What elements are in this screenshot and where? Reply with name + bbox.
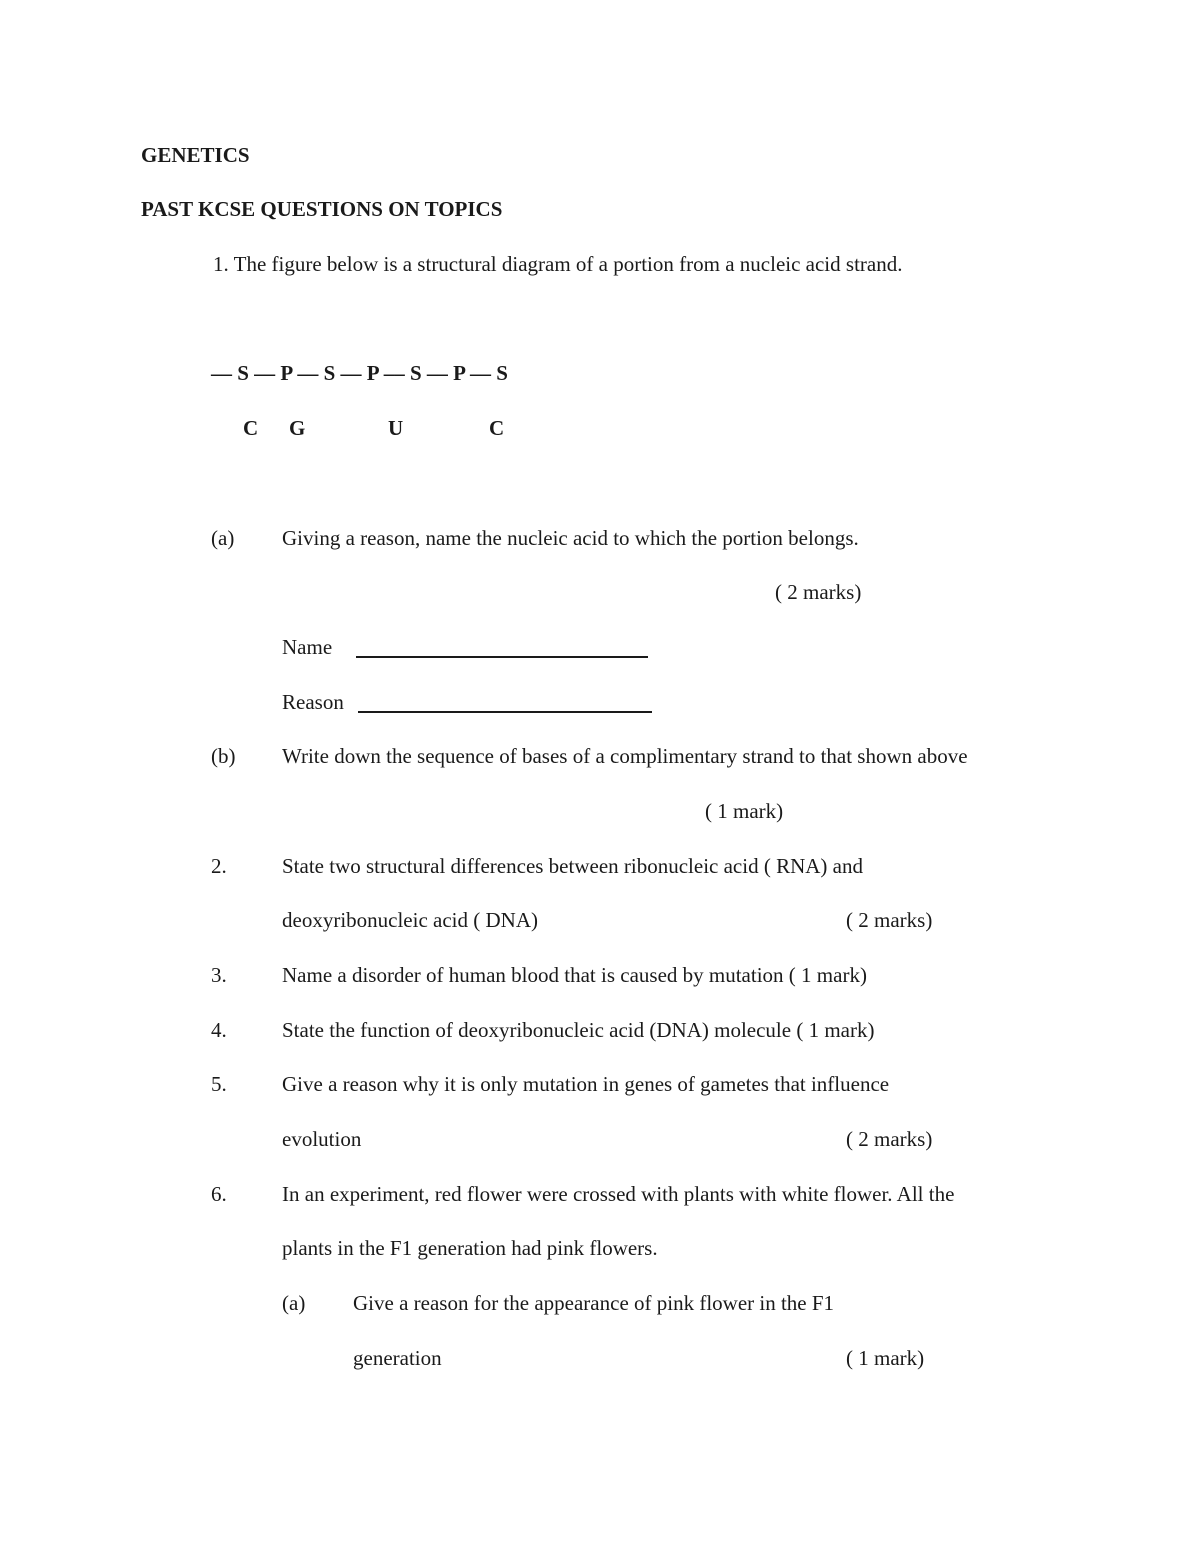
nucleic-acid-strand: –– S –– P –– S –– P –– S –– P –– S	[211, 361, 508, 385]
question-6-line-1: In an experiment, red flower were crossed with plants with white flower. All the	[282, 1182, 955, 1206]
question-2-number: 2.	[211, 854, 227, 878]
question-1b-label: (b)	[211, 744, 236, 768]
page-subtitle: PAST KCSE QUESTIONS ON TOPICS	[141, 197, 503, 221]
question-4-number: 4.	[211, 1018, 227, 1042]
base-3: U	[388, 416, 404, 440]
base-2: G	[289, 416, 306, 440]
question-5-marks: ( 2 marks)	[846, 1127, 933, 1151]
reason-answer-line[interactable]	[358, 711, 652, 713]
question-1a-marks: ( 2 marks)	[775, 580, 862, 604]
question-5-line-2: evolution	[282, 1127, 362, 1151]
question-5-number: 5.	[211, 1072, 227, 1096]
question-6a-line-2: generation	[353, 1346, 442, 1370]
question-6-line-2: plants in the F1 generation had pink flowers.	[282, 1236, 658, 1260]
question-5-line-1: Give a reason why it is only mutation in genes of gametes that influence	[282, 1072, 890, 1096]
question-6-number: 6.	[211, 1182, 227, 1206]
question-1-intro: 1. The figure below is a structural diagram of a portion from a nucleic acid strand.	[213, 252, 903, 276]
reason-label: Reason	[282, 690, 344, 714]
question-6a-marks: ( 1 mark)	[846, 1346, 925, 1370]
question-2-line-1: State two structural differences between ribonucleic acid ( RNA) and	[282, 854, 863, 878]
question-1a-label: (a)	[211, 526, 235, 550]
question-3-text: Name a disorder of human blood that is caused by mutation ( 1 mark)	[282, 963, 867, 987]
page-title: GENETICS	[141, 143, 250, 167]
base-4: C	[489, 416, 505, 440]
question-2-marks: ( 2 marks)	[846, 908, 933, 932]
question-6a-line-1: Give a reason for the appearance of pink flower in the F1	[353, 1291, 835, 1315]
question-1b-marks: ( 1 mark)	[705, 799, 784, 823]
question-1a-text: Giving a reason, name the nucleic acid to which the portion belongs.	[282, 526, 859, 550]
question-1b-text: Write down the sequence of bases of a complimentary strand to that shown above	[282, 744, 968, 768]
base-1: C	[243, 416, 259, 440]
question-3-number: 3.	[211, 963, 227, 987]
name-label: Name	[282, 635, 333, 659]
name-answer-line[interactable]	[356, 656, 648, 658]
question-2-line-2: deoxyribonucleic acid ( DNA)	[282, 908, 538, 932]
question-6a-label: (a)	[282, 1291, 306, 1315]
question-4-text: State the function of deoxyribonucleic acid (DNA) molecule ( 1 mark)	[282, 1018, 875, 1042]
